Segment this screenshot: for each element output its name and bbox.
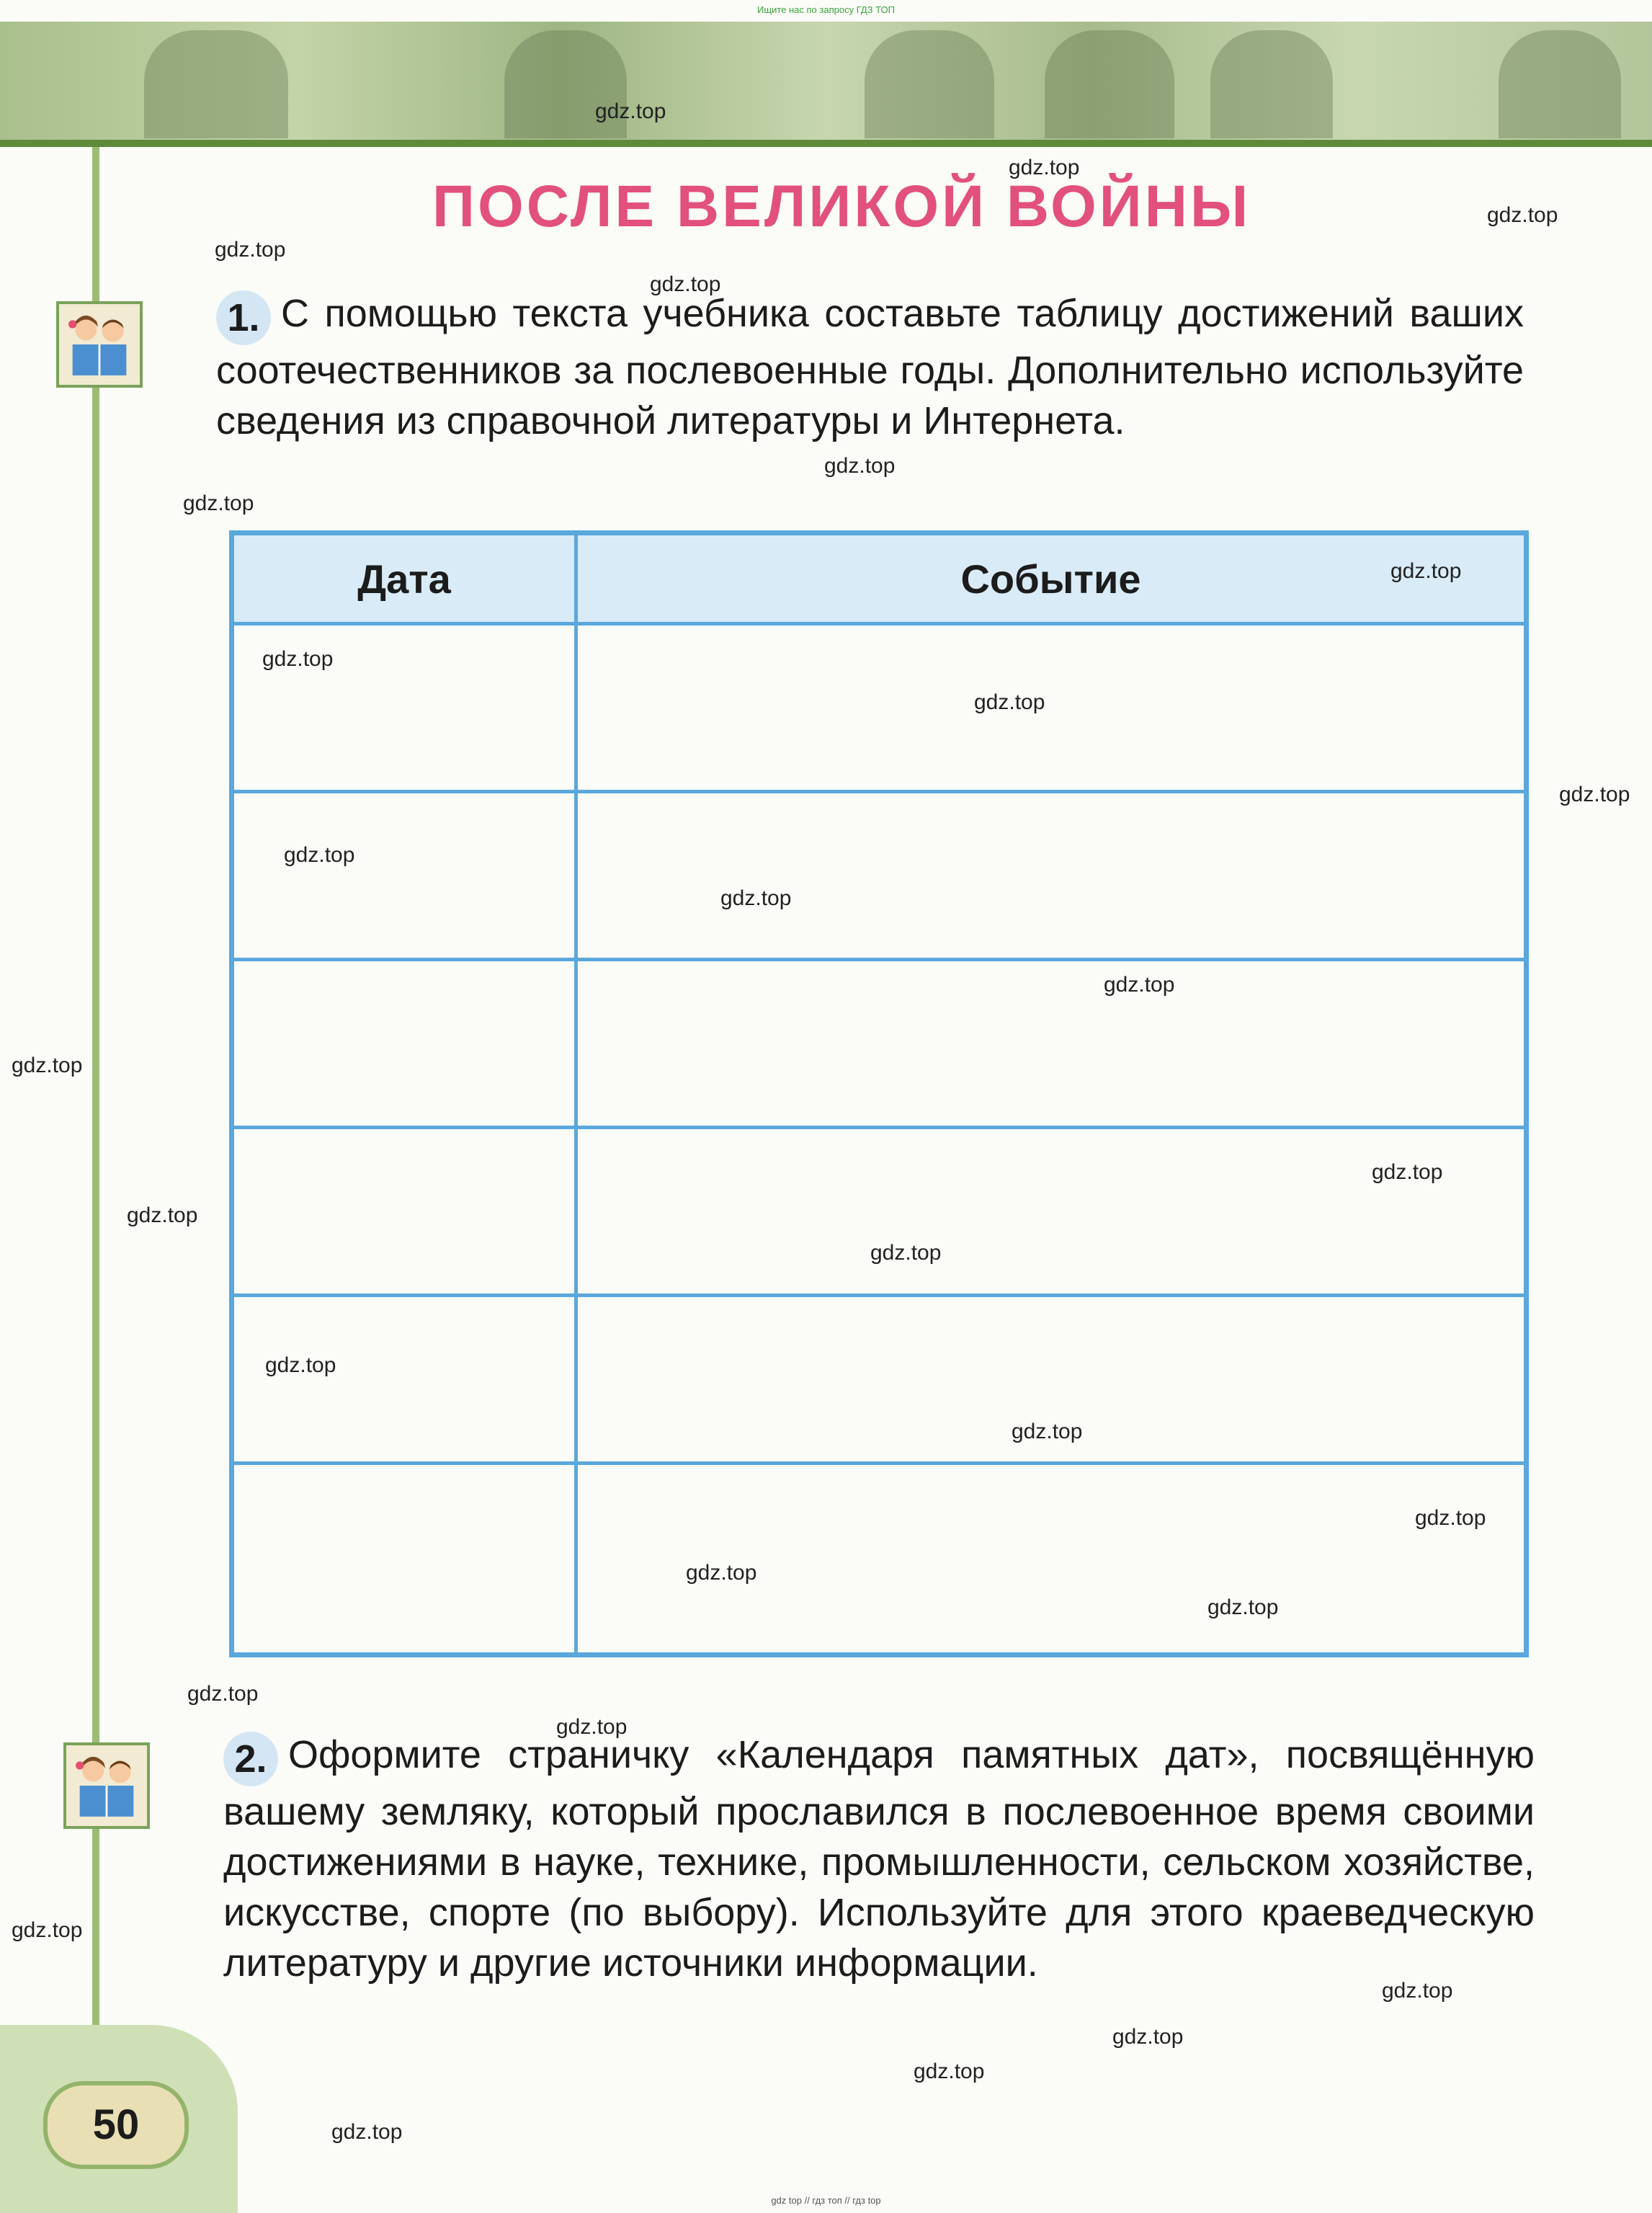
table-row xyxy=(232,624,1527,792)
watermark: gdz.top xyxy=(331,2120,403,2144)
event-cell[interactable] xyxy=(576,1463,1527,1655)
header-note: Ищите нас по запросу ГДЗ ТОП xyxy=(757,4,895,15)
date-cell[interactable] xyxy=(232,1463,576,1655)
task-2-number: 2. xyxy=(223,1732,278,1786)
watermark: gdz.top xyxy=(974,690,1045,714)
event-cell[interactable] xyxy=(576,1127,1527,1295)
page-title: ПОСЛЕ ВЕЛИКОЙ ВОЙНЫ xyxy=(432,174,1251,239)
banner-medal xyxy=(144,30,288,138)
table-row xyxy=(232,1295,1527,1463)
event-cell[interactable] xyxy=(576,791,1527,959)
table-row xyxy=(232,1127,1527,1295)
event-cell[interactable] xyxy=(576,624,1527,792)
watermark: gdz.top xyxy=(595,99,666,123)
watermark: gdz.top xyxy=(215,238,286,262)
task-1-number: 1. xyxy=(216,290,271,345)
column-header-date: Дата xyxy=(232,533,576,624)
task-1 xyxy=(216,288,1524,446)
reading-children-icon xyxy=(63,1742,150,1829)
watermark: gdz.top xyxy=(1009,156,1080,179)
table-row xyxy=(232,959,1527,1127)
date-cell[interactable] xyxy=(232,1127,576,1295)
banner-divider xyxy=(0,140,1652,147)
column-header-event: Событие xyxy=(576,533,1527,624)
task-2-text: Оформите страничку «Календаря памятных дат», посвящённую вашему земляку, который прославился в послевоенное время своими достижениями в науке, технике, промышленности, сельском хозяйстве, искусстве, спорте (по выбору). Используйте для этого краеведческую литературу и другие источники информации. xyxy=(223,1733,1535,1985)
watermark: gdz.top xyxy=(1487,203,1558,227)
watermark: gdz.top xyxy=(720,886,792,910)
watermark: gdz.top xyxy=(1390,559,1462,583)
watermark: gdz.top xyxy=(265,1353,336,1377)
watermark: gdz.top xyxy=(824,454,896,478)
watermark: gdz.top xyxy=(1372,1160,1443,1184)
table-row xyxy=(232,791,1527,959)
task-2 xyxy=(223,1729,1535,1988)
watermark: gdz.top xyxy=(870,1241,942,1265)
watermark: gdz.top xyxy=(183,491,254,515)
date-cell[interactable] xyxy=(232,791,576,959)
watermark: gdz.top xyxy=(1112,2025,1184,2049)
footer-note: gdz top // гдз топ // гдз top xyxy=(771,2195,881,2206)
watermark: gdz.top xyxy=(284,843,355,867)
watermark: gdz.top xyxy=(1559,783,1630,806)
table-row xyxy=(232,1463,1527,1655)
watermark: gdz.top xyxy=(556,1715,628,1739)
watermark: gdz.top xyxy=(650,272,721,296)
watermark: gdz.top xyxy=(914,2060,985,2083)
watermark: gdz.top xyxy=(187,1682,259,1706)
watermark: gdz.top xyxy=(686,1561,757,1585)
watermark: gdz.top xyxy=(127,1203,198,1227)
event-cell[interactable] xyxy=(576,959,1527,1127)
watermark: gdz.top xyxy=(1012,1420,1083,1443)
reading-children-icon xyxy=(56,301,143,388)
banner-portrait xyxy=(1045,30,1174,138)
achievements-table xyxy=(229,530,1529,1657)
watermark: gdz.top xyxy=(12,1054,83,1077)
date-cell[interactable] xyxy=(232,1295,576,1463)
watermark: gdz.top xyxy=(1207,1595,1279,1619)
banner-portrait xyxy=(865,30,994,138)
watermark: gdz.top xyxy=(262,647,334,671)
table-header-row xyxy=(232,533,1527,624)
watermark: gdz.top xyxy=(1382,1979,1453,2003)
watermark: gdz.top xyxy=(1104,973,1175,997)
watermark: gdz.top xyxy=(1415,1506,1486,1530)
photo-banner xyxy=(0,22,1652,144)
banner-portrait xyxy=(1499,30,1621,138)
page-number: 50 xyxy=(43,2081,189,2169)
watermark: gdz.top xyxy=(12,1918,83,1942)
banner-portrait xyxy=(1210,30,1333,138)
date-cell[interactable] xyxy=(232,959,576,1127)
task-1-text: С помощью текста учебника составьте таблицу достижений ваших соотечественников за послевоенные годы. Дополнительно используйте сведения из справочной литературы и Интернета. xyxy=(216,292,1524,442)
